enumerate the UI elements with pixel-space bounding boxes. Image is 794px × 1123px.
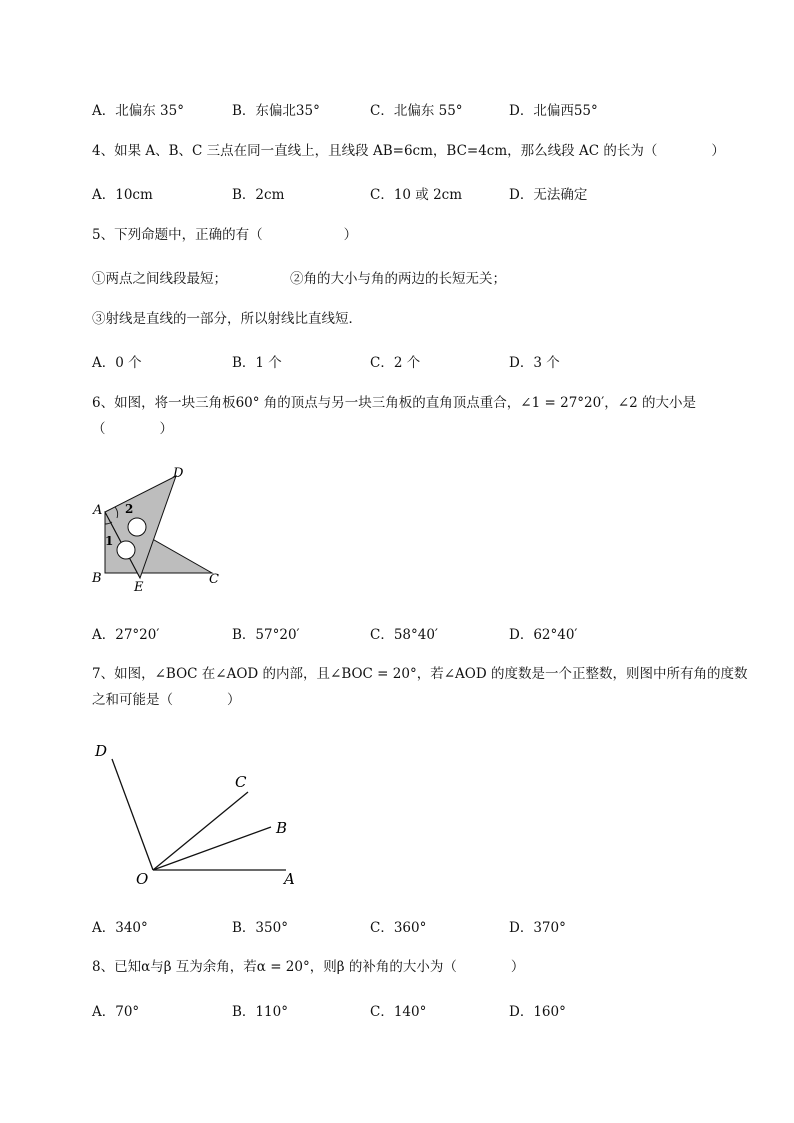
q6-option-c[interactable]: C．58°40′ — [370, 627, 439, 643]
q4-option-d[interactable]: D．无法确定 — [509, 187, 588, 203]
q7-option-b[interactable]: B．350° — [232, 920, 288, 936]
q6-figure — [86, 460, 236, 595]
q3-option-d[interactable]: D．北偏西55° — [509, 103, 598, 119]
q6-label-e: E — [134, 580, 144, 595]
q8-stem: 8、已知α与β 互为余角，若α = 20°，则β 的补角的大小为（ ） — [92, 959, 525, 975]
q6-stem: 6、如图，将一块三角板60° 角的顶点与另一块三角板的直角顶点重合，∠1 = 27°20′，∠2 的大小是（ ） — [92, 395, 696, 437]
q5-statement-2: ②角的大小与角的两边的长短无关； — [290, 271, 506, 287]
q7-option-c[interactable]: C．360° — [370, 920, 427, 936]
q7-ray-ob — [153, 827, 271, 870]
q6-label-b: B — [92, 571, 102, 586]
q5-statement-3: ③射线是直线的一部分，所以射线比直线短． — [92, 311, 362, 327]
q7-stem: 7、如图，∠BOC 在∠AOD 的内部，且∠BOC = 20°，若∠AOD 的度数是一个正整数，则图中所有角的度数之和可能是（ ） — [92, 666, 748, 708]
q7-label-o: O — [136, 870, 149, 888]
q3-option-b[interactable]: B．东偏北35° — [232, 103, 320, 119]
q7-figure — [86, 735, 306, 895]
q6-label-d: D — [173, 466, 184, 481]
q7-option-a[interactable]: A．340° — [92, 920, 148, 936]
q8-option-b[interactable]: B．110° — [232, 1004, 288, 1020]
q8-option-c[interactable]: C．140° — [370, 1004, 427, 1020]
q5-option-c[interactable]: C．2 个 — [370, 355, 421, 371]
q4-option-a[interactable]: A．10cm — [92, 187, 153, 203]
q6-option-a[interactable]: A．27°20′ — [92, 627, 160, 643]
q6-hole-lower — [117, 541, 135, 559]
q8-option-d[interactable]: D．160° — [509, 1004, 566, 1020]
q7-label-d: D — [95, 742, 108, 760]
q6-label-angle-2: 2 — [125, 502, 134, 516]
q7-ray-oc — [153, 792, 248, 870]
q5-option-b[interactable]: B．1 个 — [232, 355, 282, 371]
q3-option-c[interactable]: C．北偏东 55° — [370, 103, 463, 119]
q6-label-c: C — [209, 572, 219, 587]
q5-statement-1: ①两点之间线段最短； — [92, 271, 227, 287]
q4-stem: 4、如果 A、B、C 三点在同一直线上，且线段 AB=6cm，BC=4cm，那么线段 AC 的长为（ ） — [92, 143, 725, 159]
q3-option-a[interactable]: A．北偏东 35° — [92, 103, 184, 119]
q7-label-a: A — [284, 870, 295, 888]
q6-hole-upper — [128, 518, 146, 536]
q6-label-a: A — [93, 503, 103, 518]
q7-label-b: B — [276, 819, 288, 837]
q6-option-b[interactable]: B．57°20′ — [232, 627, 300, 643]
q8-option-a[interactable]: A．70° — [92, 1004, 140, 1020]
q7-ray-od — [112, 759, 153, 870]
q7-option-d[interactable]: D．370° — [509, 920, 566, 936]
q5-option-a[interactable]: A．0 个 — [92, 355, 142, 371]
q6-label-angle-1: 1 — [105, 534, 114, 548]
q6-option-d[interactable]: D．62°40′ — [509, 627, 578, 643]
q5-option-d[interactable]: D．3 个 — [509, 355, 560, 371]
q5-stem: 5、下列命题中，正确的有（ ） — [92, 227, 358, 243]
q7-label-c: C — [235, 773, 247, 791]
q4-option-b[interactable]: B．2cm — [232, 187, 285, 203]
q4-option-c[interactable]: C．10 或 2cm — [370, 187, 463, 203]
